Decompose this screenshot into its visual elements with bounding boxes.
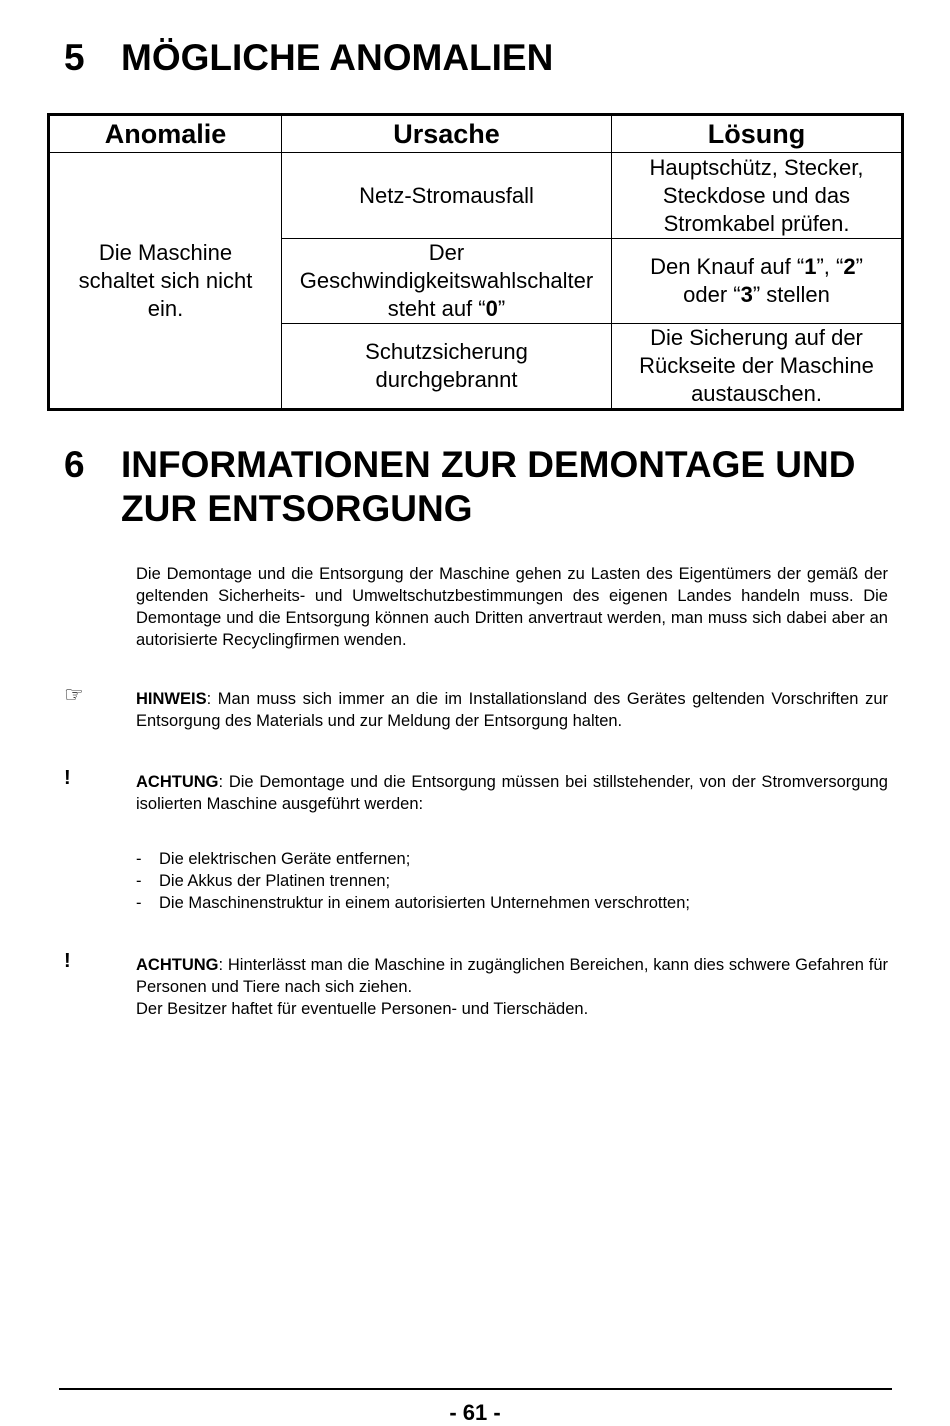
table-header-row bbox=[49, 115, 903, 153]
pointing-hand-icon: ☞ bbox=[64, 682, 84, 707]
header-anomalie: Anomalie bbox=[49, 115, 282, 153]
cause-text: Der Geschwindigkeitswahlschalter steht auf “ bbox=[299, 240, 594, 321]
section-title-line2: ZUR ENTSORGUNG bbox=[121, 488, 473, 529]
cause-cell: Netz-Stromausfall bbox=[282, 153, 612, 239]
cause-text: ” bbox=[497, 296, 506, 321]
solution-text: ”, “ bbox=[816, 254, 844, 279]
anomalies-table bbox=[47, 113, 904, 411]
warning-paragraph bbox=[136, 954, 888, 998]
section-number: 6 bbox=[64, 444, 85, 485]
solution-cell bbox=[612, 239, 903, 324]
warning-label: ACHTUNG bbox=[136, 773, 219, 791]
section-title: MÖGLICHE ANOMALIEN bbox=[121, 37, 554, 78]
solution-value: 2 bbox=[843, 254, 856, 279]
warning-text: : Hinterlässt man die Maschine in zugänglichen Bereichen, kann dies schwere Gefahren für Personen und Tiere nach sich ziehen. bbox=[136, 956, 888, 996]
page-number: - 61 - bbox=[449, 1400, 501, 1425]
header-loesung: Lösung bbox=[612, 115, 903, 153]
intro-paragraph: Die Demontage und die Entsorgung der Maschine gehen zu Lasten des Eigentümers der gemäß der geltenden Sicherheits- und Umweltschutzbestimmungen des eigenen Landes handeln muss. Die Demontage und die Entsorgung können auch Dritten anvertraut werden, man muss sich dabei aber an autorisierte Recyclingfirmen wenden. bbox=[136, 565, 888, 649]
warning-label: ACHTUNG bbox=[136, 956, 219, 974]
list-item: - Die Akkus der Platinen trennen; bbox=[136, 870, 690, 892]
note-label: HINWEIS bbox=[136, 690, 207, 708]
solution-cell: Hauptschütz, Stecker, Steckdose und das Stromkabel prüfen. bbox=[612, 153, 903, 239]
exclamation-icon: ! bbox=[64, 950, 71, 972]
cause-cell: Schutzsicherung durchgebrannt bbox=[282, 324, 612, 410]
section-number: 5 bbox=[64, 37, 85, 78]
solution-text: ” stellen bbox=[752, 282, 830, 307]
note-paragraph bbox=[136, 688, 888, 732]
anomaly-cell: Die Maschine schaltet sich nicht ein. bbox=[49, 153, 282, 410]
warning-text: : Die Demontage und die Entsorgung müssen bei stillstehender, von der Stromversorgung isolierten Maschine ausgeführt werden: bbox=[136, 773, 888, 813]
cause-value: 0 bbox=[485, 296, 498, 321]
table-row bbox=[49, 153, 903, 239]
solution-text: ” oder “ bbox=[683, 254, 863, 307]
solution-value: 3 bbox=[740, 282, 753, 307]
list-item: - Die Maschinenstruktur in einem autorisierten Unternehmen verschrotten; bbox=[136, 892, 690, 914]
section-title-line1: INFORMATIONEN ZUR DEMONTAGE UND bbox=[121, 444, 856, 485]
header-ursache: Ursache bbox=[282, 115, 612, 153]
disposal-steps-list bbox=[136, 848, 690, 914]
solution-cell: Die Sicherung auf der Rückseite der Maschine austauschen. bbox=[612, 324, 903, 410]
footer-divider bbox=[59, 1388, 892, 1390]
exclamation-icon: ! bbox=[64, 767, 71, 789]
warning-paragraph bbox=[136, 771, 888, 815]
liability-paragraph: Der Besitzer haftet für eventuelle Personen- und Tierschäden. bbox=[136, 1000, 589, 1018]
solution-value: 1 bbox=[804, 254, 817, 279]
cause-cell bbox=[282, 239, 612, 324]
solution-text: Den Knauf auf “ bbox=[650, 254, 805, 279]
note-text: : Man muss sich immer an die im Installationsland des Gerätes geltenden Vorschriften zur Entsorgung des Materials und zur Meldung der Entsorgung halten. bbox=[136, 690, 888, 730]
list-item: - Die elektrischen Geräte entfernen; bbox=[136, 848, 690, 870]
